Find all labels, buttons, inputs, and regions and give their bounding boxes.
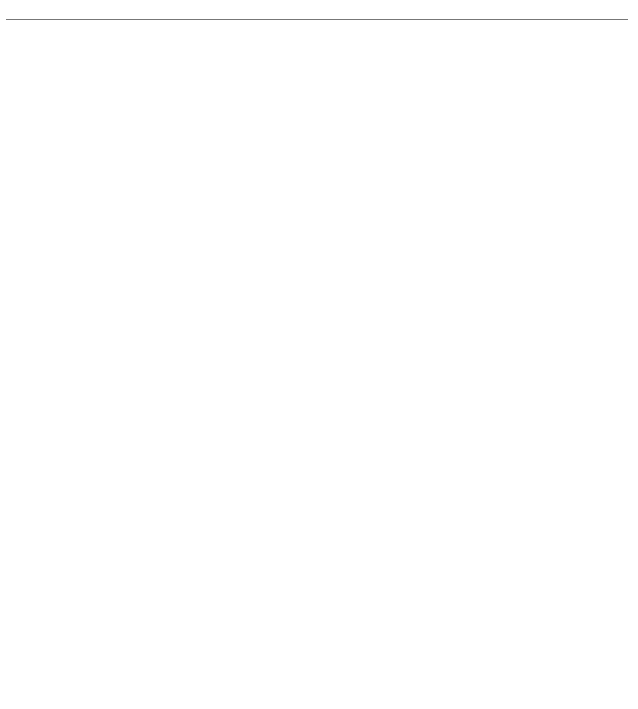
page-header <box>0 0 638 19</box>
header-divider <box>6 19 628 20</box>
shim-selection-chart-image <box>36 157 476 522</box>
